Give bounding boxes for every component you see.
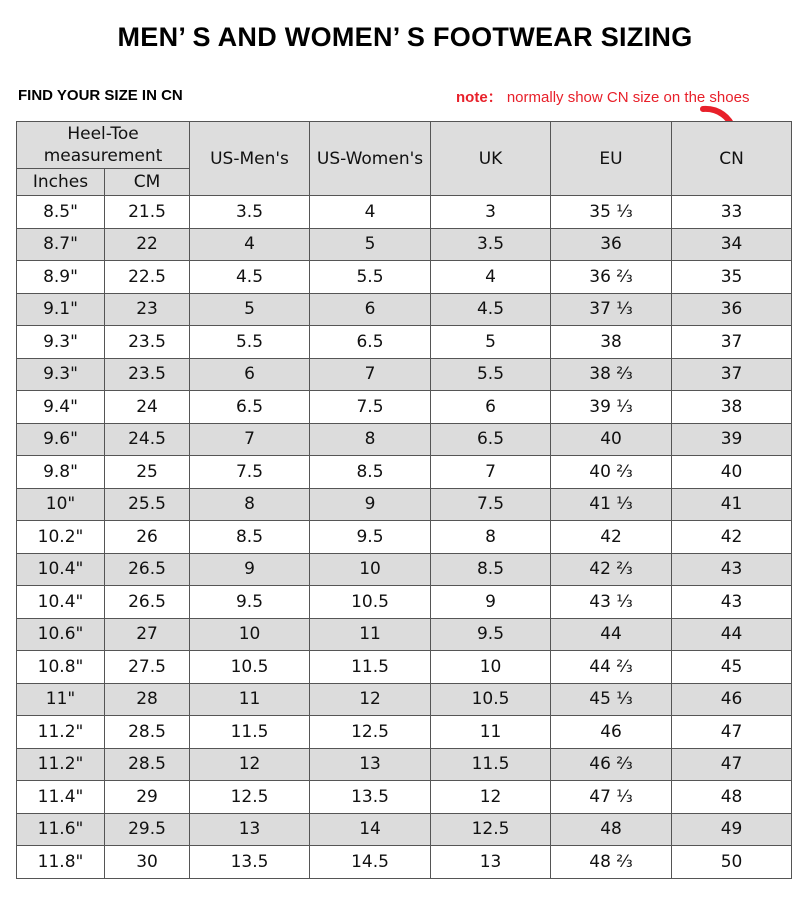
- cell-us-women: 7: [310, 358, 431, 391]
- cell-cn: 34: [672, 228, 792, 261]
- table-row: [17, 358, 792, 391]
- cell-cm: 21.5: [105, 196, 190, 229]
- cell-uk: 3: [431, 196, 551, 229]
- cell-cm: 28.5: [105, 748, 190, 781]
- cell-us-men: 8: [190, 488, 310, 521]
- cell-cn: 41: [672, 488, 792, 521]
- cell-cn: 50: [672, 846, 792, 879]
- cell-uk: 7: [431, 456, 551, 489]
- cell-cn: 38: [672, 391, 792, 424]
- cell-inches: 10.6": [17, 618, 105, 651]
- cell-cm: 25.5: [105, 488, 190, 521]
- cell-cn: 47: [672, 748, 792, 781]
- cell-us-women: 9.5: [310, 521, 431, 554]
- table-row: [17, 391, 792, 424]
- cell-cn: 37: [672, 358, 792, 391]
- cell-uk: 8: [431, 521, 551, 554]
- cell-inches: 9.3": [17, 358, 105, 391]
- cell-inches: 9.4": [17, 391, 105, 424]
- cell-us-women: 10.5: [310, 586, 431, 619]
- cell-uk: 8.5: [431, 553, 551, 586]
- cell-eu: 43 ⅓: [551, 586, 672, 619]
- cell-cm: 28.5: [105, 716, 190, 749]
- table-row: [17, 586, 792, 619]
- cell-uk: 12: [431, 781, 551, 814]
- cell-eu: 41 ⅓: [551, 488, 672, 521]
- cell-us-men: 13.5: [190, 846, 310, 879]
- cell-us-women: 6: [310, 293, 431, 326]
- cell-us-men: 5.5: [190, 326, 310, 359]
- table-row: [17, 813, 792, 846]
- cell-us-men: 5: [190, 293, 310, 326]
- cell-cm: 28: [105, 683, 190, 716]
- cell-us-women: 4: [310, 196, 431, 229]
- cell-eu: 39 ⅓: [551, 391, 672, 424]
- cell-cn: 45: [672, 651, 792, 684]
- cell-us-men: 10: [190, 618, 310, 651]
- header-eu: EU: [551, 122, 672, 196]
- cell-uk: 10: [431, 651, 551, 684]
- cell-us-men: 9: [190, 553, 310, 586]
- header-us-men: US-Men's: [190, 122, 310, 196]
- cell-cm: 23: [105, 293, 190, 326]
- cell-cn: 46: [672, 683, 792, 716]
- cell-cn: 47: [672, 716, 792, 749]
- subtitle: FIND YOUR SIZE IN CN: [18, 87, 183, 104]
- table-row: [17, 748, 792, 781]
- note-lead: note：: [456, 89, 503, 106]
- table-row: [17, 683, 792, 716]
- cell-cm: 25: [105, 456, 190, 489]
- cell-eu: 45 ⅓: [551, 683, 672, 716]
- cell-inches: 9.6": [17, 423, 105, 456]
- cell-uk: 13: [431, 846, 551, 879]
- cell-uk: 7.5: [431, 488, 551, 521]
- cell-eu: 48: [551, 813, 672, 846]
- cell-inches: 8.5": [17, 196, 105, 229]
- cell-uk: 5: [431, 326, 551, 359]
- cell-us-men: 11: [190, 683, 310, 716]
- cell-inches: 11.8": [17, 846, 105, 879]
- cell-us-women: 7.5: [310, 391, 431, 424]
- cell-cm: 24: [105, 391, 190, 424]
- cell-cn: 43: [672, 586, 792, 619]
- cell-us-women: 6.5: [310, 326, 431, 359]
- cell-uk: 4: [431, 261, 551, 294]
- cell-cm: 29.5: [105, 813, 190, 846]
- cell-us-men: 6: [190, 358, 310, 391]
- cell-cm: 26.5: [105, 586, 190, 619]
- header-us-women: US-Women's: [310, 122, 431, 196]
- cell-cm: 23.5: [105, 358, 190, 391]
- cell-uk: 11: [431, 716, 551, 749]
- cell-eu: 38: [551, 326, 672, 359]
- cell-cm: 30: [105, 846, 190, 879]
- header-measurement: Heel-Toe measurement: [17, 122, 190, 169]
- cell-us-women: 13.5: [310, 781, 431, 814]
- cell-eu: 36: [551, 228, 672, 261]
- table-row: [17, 651, 792, 684]
- cell-us-men: 8.5: [190, 521, 310, 554]
- cell-eu: 40: [551, 423, 672, 456]
- cell-uk: 4.5: [431, 293, 551, 326]
- cell-us-women: 5: [310, 228, 431, 261]
- cell-us-men: 6.5: [190, 391, 310, 424]
- cell-cm: 29: [105, 781, 190, 814]
- size-table: [16, 121, 792, 879]
- cell-us-men: 13: [190, 813, 310, 846]
- cell-us-women: 9: [310, 488, 431, 521]
- cell-inches: 11.2": [17, 716, 105, 749]
- cell-us-women: 8.5: [310, 456, 431, 489]
- cell-us-men: 11.5: [190, 716, 310, 749]
- cell-eu: 44: [551, 618, 672, 651]
- cell-uk: 9.5: [431, 618, 551, 651]
- table-row: [17, 618, 792, 651]
- cell-eu: 40 ⅔: [551, 456, 672, 489]
- cell-inches: 11.6": [17, 813, 105, 846]
- cell-cm: 27.5: [105, 651, 190, 684]
- cell-us-men: 7.5: [190, 456, 310, 489]
- cell-inches: 8.7": [17, 228, 105, 261]
- cell-cn: 39: [672, 423, 792, 456]
- cell-cm: 26.5: [105, 553, 190, 586]
- cell-eu: 35 ⅓: [551, 196, 672, 229]
- header-cn: CN: [672, 122, 792, 196]
- cell-us-men: 4.5: [190, 261, 310, 294]
- table-row: [17, 553, 792, 586]
- cell-us-men: 4: [190, 228, 310, 261]
- cell-inches: 10": [17, 488, 105, 521]
- cell-us-women: 11: [310, 618, 431, 651]
- cell-cm: 24.5: [105, 423, 190, 456]
- cell-inches: 11.4": [17, 781, 105, 814]
- cell-eu: 44 ⅔: [551, 651, 672, 684]
- table-row: [17, 228, 792, 261]
- header-uk: UK: [431, 122, 551, 196]
- cell-cn: 42: [672, 521, 792, 554]
- cell-eu: 48 ⅔: [551, 846, 672, 879]
- cell-eu: 38 ⅔: [551, 358, 672, 391]
- cell-cn: 35: [672, 261, 792, 294]
- cell-us-women: 10: [310, 553, 431, 586]
- table-row: [17, 293, 792, 326]
- cell-uk: 5.5: [431, 358, 551, 391]
- cell-cm: 26: [105, 521, 190, 554]
- cell-cn: 49: [672, 813, 792, 846]
- cell-eu: 37 ⅓: [551, 293, 672, 326]
- cell-eu: 47 ⅓: [551, 781, 672, 814]
- cell-cm: 22: [105, 228, 190, 261]
- cell-inches: 11.2": [17, 748, 105, 781]
- cell-inches: 10.2": [17, 521, 105, 554]
- cell-uk: 3.5: [431, 228, 551, 261]
- cell-us-women: 11.5: [310, 651, 431, 684]
- cell-eu: 36 ⅔: [551, 261, 672, 294]
- cell-us-men: 10.5: [190, 651, 310, 684]
- cell-us-men: 12: [190, 748, 310, 781]
- table-row: [17, 488, 792, 521]
- table-row: [17, 261, 792, 294]
- cell-uk: 12.5: [431, 813, 551, 846]
- cell-cm: 23.5: [105, 326, 190, 359]
- cell-inches: 9.8": [17, 456, 105, 489]
- cell-us-men: 3.5: [190, 196, 310, 229]
- cell-us-women: 12.5: [310, 716, 431, 749]
- cell-eu: 42 ⅔: [551, 553, 672, 586]
- cell-us-men: 12.5: [190, 781, 310, 814]
- table-row: [17, 326, 792, 359]
- cell-cm: 27: [105, 618, 190, 651]
- table-row: [17, 846, 792, 879]
- cell-us-women: 12: [310, 683, 431, 716]
- cell-cn: 40: [672, 456, 792, 489]
- cell-us-men: 9.5: [190, 586, 310, 619]
- cell-uk: 6: [431, 391, 551, 424]
- table-row: [17, 196, 792, 229]
- table-row: [17, 781, 792, 814]
- cell-us-men: 7: [190, 423, 310, 456]
- cell-eu: 42: [551, 521, 672, 554]
- cell-inches: 9.1": [17, 293, 105, 326]
- cell-us-women: 14.5: [310, 846, 431, 879]
- cell-cn: 43: [672, 553, 792, 586]
- table-row: [17, 423, 792, 456]
- table-row: [17, 456, 792, 489]
- cell-us-women: 5.5: [310, 261, 431, 294]
- cell-cn: 48: [672, 781, 792, 814]
- cell-cn: 33: [672, 196, 792, 229]
- header-cm: CM: [105, 169, 190, 196]
- cell-cm: 22.5: [105, 261, 190, 294]
- cell-eu: 46: [551, 716, 672, 749]
- cell-uk: 10.5: [431, 683, 551, 716]
- note-text: normally show CN size on the shoes: [506, 89, 750, 106]
- cell-inches: 10.4": [17, 553, 105, 586]
- page-title: MEN’ S AND WOMEN’ S FOOTWEAR SIZING: [117, 22, 693, 52]
- cell-inches: 11": [17, 683, 105, 716]
- cell-us-women: 8: [310, 423, 431, 456]
- header-inches: Inches: [17, 169, 105, 196]
- cell-uk: 11.5: [431, 748, 551, 781]
- cell-inches: 9.3": [17, 326, 105, 359]
- cell-cn: 36: [672, 293, 792, 326]
- cell-us-women: 13: [310, 748, 431, 781]
- cell-inches: 10.8": [17, 651, 105, 684]
- cell-inches: 8.9": [17, 261, 105, 294]
- cell-cn: 37: [672, 326, 792, 359]
- cell-cn: 44: [672, 618, 792, 651]
- table-row: [17, 521, 792, 554]
- cell-inches: 10.4": [17, 586, 105, 619]
- cell-eu: 46 ⅔: [551, 748, 672, 781]
- cell-us-women: 14: [310, 813, 431, 846]
- table-row: [17, 716, 792, 749]
- cell-uk: 9: [431, 586, 551, 619]
- cell-uk: 6.5: [431, 423, 551, 456]
